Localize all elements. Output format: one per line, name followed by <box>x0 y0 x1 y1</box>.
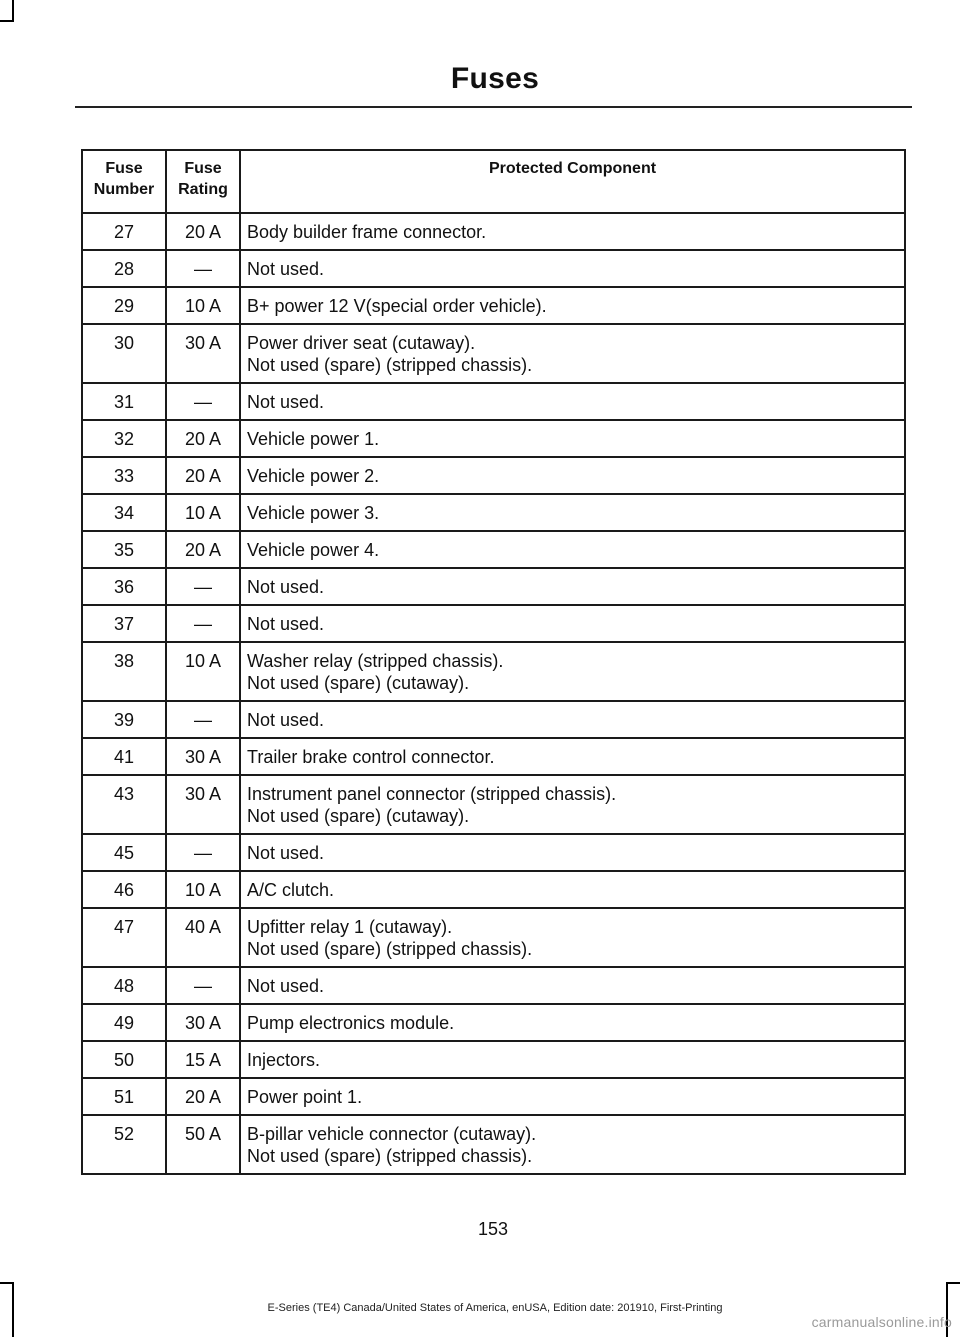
fuse-rating-cell: — <box>166 605 240 642</box>
protected-component-cell <box>240 568 905 605</box>
protected-component-cell <box>240 738 905 775</box>
protected-component-cell <box>240 324 905 383</box>
protected-component-line: Not used. <box>247 614 325 634</box>
table-row <box>82 1041 905 1078</box>
fuse-rating-cell: 15 A <box>166 1041 240 1078</box>
table-row <box>82 568 905 605</box>
protected-component-line: Instrument panel connector (stripped chassis). <box>247 784 617 804</box>
table-row <box>82 250 905 287</box>
table-row <box>82 701 905 738</box>
fuse-number-cell: 49 <box>82 1004 166 1041</box>
protected-component-line: Body builder frame connector. <box>247 222 487 242</box>
fuse-number-cell: 34 <box>82 494 166 531</box>
protected-component-cell <box>240 420 905 457</box>
fuse-rating-cell: 30 A <box>166 738 240 775</box>
fuse-rating-cell: 20 A <box>166 1078 240 1115</box>
fuse-table <box>81 149 906 1175</box>
table-row <box>82 642 905 701</box>
crop-mark-top-left-vertical <box>12 0 14 22</box>
fuse-rating-cell: — <box>166 967 240 1004</box>
fuse-number-cell: 32 <box>82 420 166 457</box>
column-header-fuse-rating: Fuse Rating <box>166 150 240 213</box>
fuse-number-cell: 38 <box>82 642 166 701</box>
fuse-number-cell: 41 <box>82 738 166 775</box>
fuse-number-cell: 36 <box>82 568 166 605</box>
table-row <box>82 738 905 775</box>
table-row <box>82 420 905 457</box>
fuse-number-cell: 39 <box>82 701 166 738</box>
fuse-rating-cell: — <box>166 383 240 420</box>
protected-component-cell <box>240 834 905 871</box>
table-row <box>82 213 905 250</box>
table-row <box>82 908 905 967</box>
protected-component-line: Power driver seat (cutaway). <box>247 333 476 353</box>
fuse-number-cell: 51 <box>82 1078 166 1115</box>
fuse-rating-cell: 30 A <box>166 1004 240 1041</box>
protected-component-line: B-pillar vehicle connector (cutaway). <box>247 1124 537 1144</box>
fuse-rating-cell: 40 A <box>166 908 240 967</box>
table-row <box>82 605 905 642</box>
fuse-rating-cell: 20 A <box>166 457 240 494</box>
table-row <box>82 531 905 568</box>
protected-component-cell <box>240 531 905 568</box>
fuse-number-cell: 28 <box>82 250 166 287</box>
fuse-rating-cell: 10 A <box>166 871 240 908</box>
protected-component-cell <box>240 213 905 250</box>
protected-component-line: Not used. <box>247 259 325 279</box>
protected-component-cell <box>240 494 905 531</box>
fuse-rating-cell: 10 A <box>166 494 240 531</box>
fuse-number-cell: 47 <box>82 908 166 967</box>
table-row <box>82 457 905 494</box>
fuse-number-cell: 33 <box>82 457 166 494</box>
fuse-number-cell: 50 <box>82 1041 166 1078</box>
table-row <box>82 967 905 1004</box>
column-header-fuse-number: Fuse Number <box>82 150 166 213</box>
protected-component-cell <box>240 383 905 420</box>
fuse-rating-cell: 20 A <box>166 420 240 457</box>
table-row <box>82 1115 905 1174</box>
fuse-number-cell: 46 <box>82 871 166 908</box>
protected-component-cell <box>240 1004 905 1041</box>
protected-component-cell <box>240 871 905 908</box>
page-title: Fuses <box>450 62 540 95</box>
fuse-rating-cell: — <box>166 834 240 871</box>
fuse-rating-cell: 20 A <box>166 213 240 250</box>
fuse-rating-cell: 10 A <box>166 287 240 324</box>
protected-component-line: Not used (spare) (cutaway). <box>247 806 470 826</box>
protected-component-line: B+ power 12 V(special order vehicle). <box>247 296 547 316</box>
fuse-number-cell: 29 <box>82 287 166 324</box>
protected-component-line: Power point 1. <box>247 1087 363 1107</box>
protected-component-line: A/C clutch. <box>247 880 335 900</box>
fuse-rating-cell: — <box>166 568 240 605</box>
protected-component-cell <box>240 1041 905 1078</box>
table-row <box>82 775 905 834</box>
protected-component-cell <box>240 287 905 324</box>
page-number: 153 <box>477 1219 509 1239</box>
protected-component-line: Not used. <box>247 577 325 597</box>
table-row <box>82 287 905 324</box>
fuse-number-cell: 45 <box>82 834 166 871</box>
column-header-protected-component: Protected Component <box>240 150 905 213</box>
table-row <box>82 871 905 908</box>
protected-component-cell <box>240 642 905 701</box>
fuse-rating-cell: 10 A <box>166 642 240 701</box>
protected-component-cell <box>240 967 905 1004</box>
protected-component-line: Not used. <box>247 976 325 996</box>
protected-component-cell <box>240 457 905 494</box>
fuse-number-cell: 35 <box>82 531 166 568</box>
protected-component-line: Not used. <box>247 710 325 730</box>
table-row <box>82 494 905 531</box>
protected-component-line: Not used. <box>247 392 325 412</box>
fuse-number-cell: 43 <box>82 775 166 834</box>
protected-component-line: Vehicle power 3. <box>247 503 380 523</box>
fuse-number-cell: 48 <box>82 967 166 1004</box>
table-row <box>82 383 905 420</box>
protected-component-line: Vehicle power 2. <box>247 466 380 486</box>
table-row <box>82 834 905 871</box>
fuse-table-body <box>82 213 905 1174</box>
protected-component-cell <box>240 605 905 642</box>
protected-component-cell <box>240 908 905 967</box>
protected-component-cell <box>240 775 905 834</box>
fuse-number-cell: 27 <box>82 213 166 250</box>
fuse-rating-cell: 30 A <box>166 775 240 834</box>
protected-component-line: Vehicle power 4. <box>247 540 380 560</box>
protected-component-line: Not used (spare) (stripped chassis). <box>247 1146 533 1166</box>
fuse-number-cell: 30 <box>82 324 166 383</box>
protected-component-cell <box>240 1078 905 1115</box>
protected-component-cell <box>240 250 905 287</box>
protected-component-line: Vehicle power 1. <box>247 429 380 449</box>
crop-mark-top-left-horizontal <box>0 20 14 22</box>
protected-component-line: Pump electronics module. <box>247 1013 455 1033</box>
crop-mark-bottom-left-horizontal <box>0 1282 14 1284</box>
crop-mark-bottom-right-horizontal <box>946 1282 960 1284</box>
protected-component-line: Upfitter relay 1 (cutaway). <box>247 917 453 937</box>
protected-component-line: Injectors. <box>247 1050 321 1070</box>
protected-component-line: Trailer brake control connector. <box>247 747 495 767</box>
fuse-rating-cell: 20 A <box>166 531 240 568</box>
table-row <box>82 324 905 383</box>
protected-component-cell <box>240 1115 905 1174</box>
fuse-rating-cell: — <box>166 250 240 287</box>
table-header-row <box>82 150 905 213</box>
table-row <box>82 1078 905 1115</box>
edition-footer: E-Series (TE4) Canada/United States of America, enUSA, Edition date: 201910, First-Printing <box>267 1302 723 1314</box>
fuse-number-cell: 52 <box>82 1115 166 1174</box>
protected-component-line: Not used (spare) (cutaway). <box>247 673 470 693</box>
protected-component-line: Not used (spare) (stripped chassis). <box>247 939 533 959</box>
title-divider <box>75 106 912 108</box>
fuse-number-cell: 37 <box>82 605 166 642</box>
protected-component-cell <box>240 701 905 738</box>
fuse-rating-cell: 50 A <box>166 1115 240 1174</box>
fuse-rating-cell: — <box>166 701 240 738</box>
fuse-number-cell: 31 <box>82 383 166 420</box>
table-row <box>82 1004 905 1041</box>
protected-component-line: Not used (spare) (stripped chassis). <box>247 355 533 375</box>
protected-component-line: Washer relay (stripped chassis). <box>247 651 504 671</box>
protected-component-line: Not used. <box>247 843 325 863</box>
fuse-rating-cell: 30 A <box>166 324 240 383</box>
watermark: carmanualsonline.info <box>811 1314 952 1330</box>
